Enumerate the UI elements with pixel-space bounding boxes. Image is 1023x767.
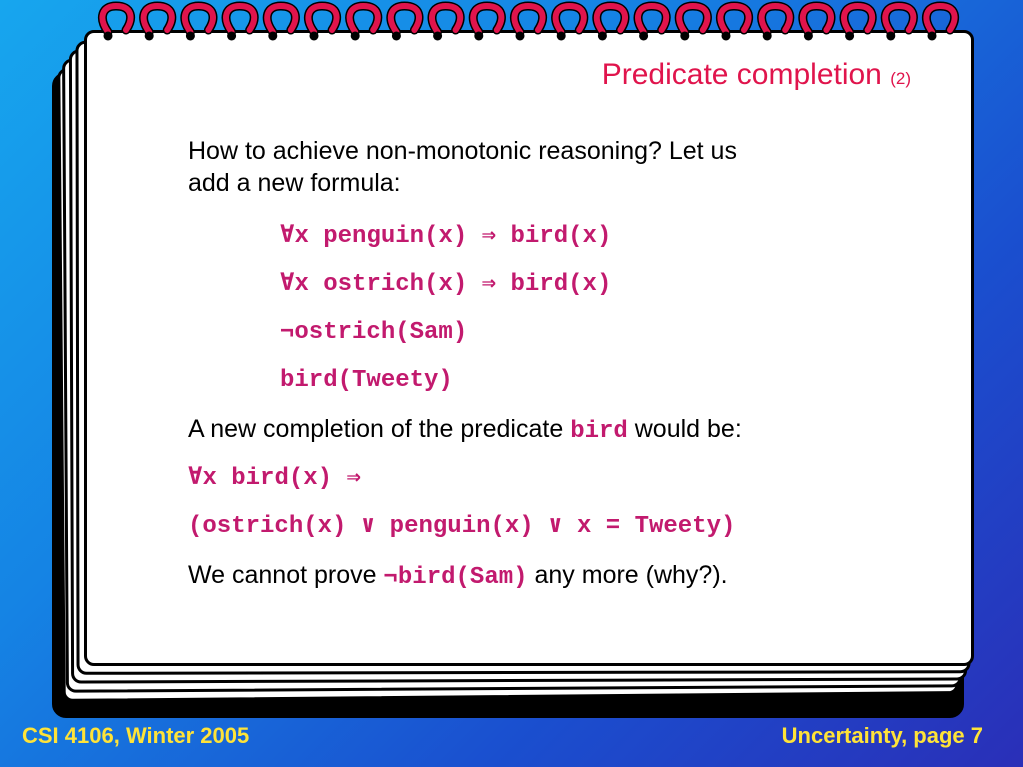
spiral-ring-icon [514, 6, 542, 41]
spiral-ring-icon [720, 6, 748, 41]
spiral-ring-icon [391, 6, 419, 41]
spiral-ring-icon [432, 6, 460, 41]
spiral-ring-icon [803, 6, 831, 41]
spiral-ring-icon [185, 6, 213, 41]
completion-formula-line-1: ∀x bird(x) ⇒ [188, 465, 361, 492]
spiral-ring-icon [102, 6, 130, 41]
spiral-ring-icon [350, 6, 378, 41]
completion-formula-line-2: (ostrich(x) ∨ penguin(x) ∨ x = Tweety) [188, 513, 736, 540]
footer-page: Uncertainty, page 7 [781, 723, 983, 748]
completion-sentence [188, 414, 742, 447]
spiral-ring-icon [679, 6, 707, 41]
completion-post-text: would be: [634, 415, 742, 443]
spiral-ring-icon [762, 6, 790, 41]
spiral-ring-icon [597, 6, 625, 41]
formula-line: bird(Tweety) [280, 367, 453, 394]
spiral-ring-icon [926, 6, 954, 41]
intro-line-1: How to achieve non-monotonic reasoning? Let us [188, 137, 737, 165]
spiral-ring-icon [885, 6, 913, 41]
formula-line: ¬ostrich(Sam) [280, 319, 468, 346]
cannot-pre-text: We cannot prove [188, 561, 377, 589]
spiral-ring-icon [226, 6, 254, 41]
title-text: Predicate completion [601, 58, 882, 91]
cannot-post-text: any more (why?). [534, 561, 728, 589]
spiral-ring-icon [308, 6, 336, 41]
completion-predicate-code: bird [570, 418, 628, 445]
spiral-ring-icon [473, 6, 501, 41]
formula-line: ∀x ostrich(x) ⇒ bird(x) [280, 271, 612, 298]
spiral-ring-icon [144, 6, 172, 41]
page-title [602, 58, 911, 92]
completion-pre-text: A new completion of the predicate [188, 415, 564, 443]
title-suffix: (2) [890, 69, 911, 88]
spiral-ring-icon [638, 6, 666, 41]
footer-course: CSI 4106, Winter 2005 [22, 723, 250, 748]
spiral-ring-icon [844, 6, 872, 41]
intro-line-2: add a new formula: [188, 169, 401, 197]
spiral-ring-icon [267, 6, 295, 41]
spiral-ring-icon [556, 6, 584, 41]
cannot-prove-code: ¬bird(Sam) [383, 564, 528, 591]
formula-line: ∀x penguin(x) ⇒ bird(x) [280, 223, 612, 250]
cannot-prove-sentence [188, 560, 728, 593]
